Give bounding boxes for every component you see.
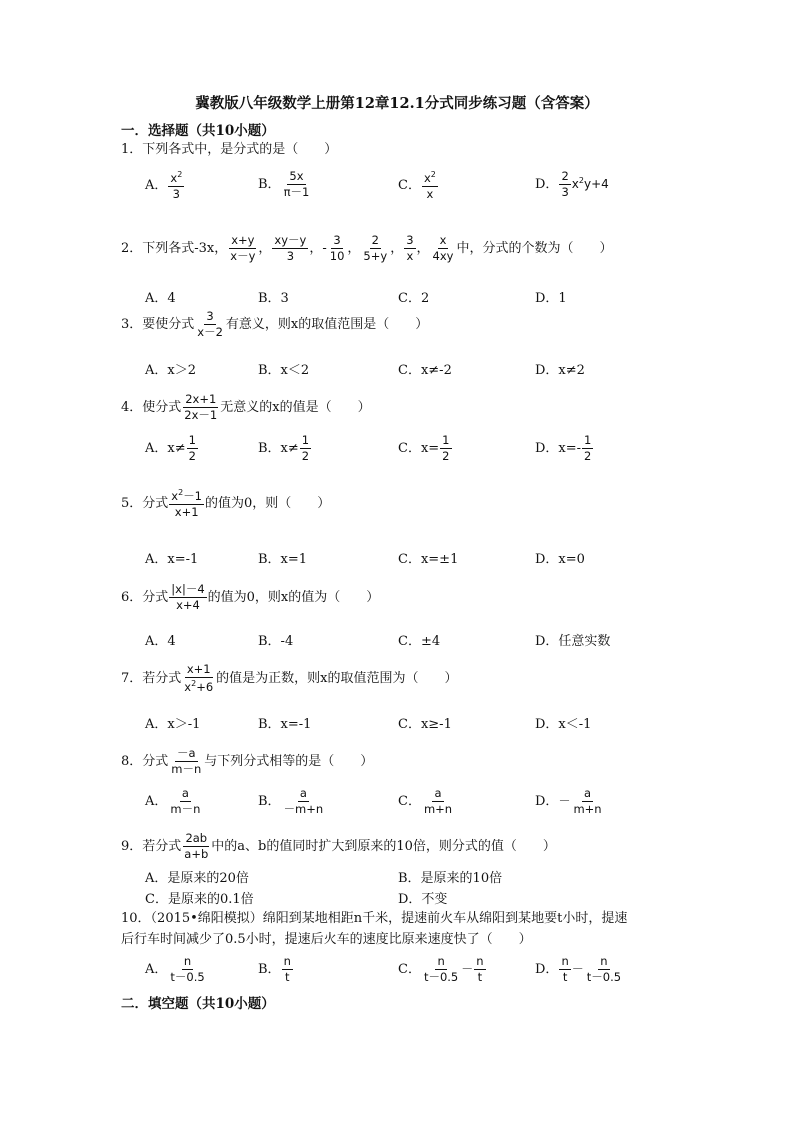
question-10-stem-line1: 10．（2015•绵阳模拟）绵阳到某地相距n千米，提速前火车从绵阳到某地要t小时，提速 (121, 911, 628, 926)
question-5-option-c: C．x=±1 (398, 552, 459, 567)
question-1-option-a: A． $\frac{x^2}{3}$ (145, 170, 183, 202)
question-10-stem-line2: 后行车时间减少了0.5小时，提速后火车的速度比原来速度快了（ ） (121, 932, 532, 947)
question-5-option-b: B．x=1 (258, 552, 308, 567)
question-4-option-a: A．x≠ $\frac{1}{2}$ (145, 433, 196, 464)
question-9-option-c: C．是原来的0.1倍 (145, 892, 254, 907)
question-10-option-d: D． $\frac{n}{t}$ － $\frac{n}{t-0.5}$ (535, 954, 622, 985)
question-3-option-c: C．x≠-2 (398, 363, 452, 378)
question-9-stem: 9．若分式 $\frac{2ab}{a+b}$ 中的a、b的值同时扩大到原来的10倍，则分式的值（ ） (121, 831, 556, 862)
question-3-option-a: A．x＞2 (145, 363, 196, 378)
question-5-option-d: D．x=0 (535, 552, 585, 567)
question-6-option-a: A．4 (145, 634, 176, 649)
question-4-stem: 4．使分式 $\frac{2x+1}{2x-1}$ 无意义的x的值是（ ） (121, 392, 371, 423)
question-2-option-d: D．1 (535, 291, 567, 306)
question-5-option-a: A．x=-1 (145, 552, 199, 567)
question-9-option-b: B．是原来的10倍 (398, 871, 503, 886)
question-2-option-c: C．2 (398, 291, 430, 306)
question-8-option-d: D．－ $\frac{a}{m+n}$ (535, 786, 602, 817)
question-2-option-a: A．4 (145, 291, 176, 306)
question-10-option-a: A． $\frac{n}{t-0.5}$ (145, 954, 205, 985)
question-1-stem: 1．下列各式中，是分式的是（ ） (121, 142, 338, 157)
question-6-option-d: D．任意实数 (535, 634, 611, 649)
question-9-option-a: A．是原来的20倍 (145, 871, 249, 886)
question-7-option-a: A．x＞-1 (145, 717, 201, 732)
question-4-option-d: D．x=- $\frac{1}{2}$ (535, 433, 592, 464)
question-3-stem: 3．要使分式 $\frac{3}{x-2}$ 有意义，则x的取值范围是（ ） (121, 309, 429, 340)
section-heading-choice: 一．选择题（共10小题） (121, 123, 275, 139)
page-title: 冀教版八年级数学上册第12章12.1分式同步练习题（含答案） (195, 95, 599, 112)
question-8-stem: 8．分式 $\frac{-a}{m-n}$ 与下列分式相等的是（ ） (121, 746, 374, 777)
question-5-stem: 5．分式 $\frac{x^2-1}{x+1}$ 的值为0，则（ ） (121, 488, 331, 520)
question-9-option-d: D．不变 (398, 892, 448, 907)
question-7-option-c: C．x≥-1 (398, 717, 452, 732)
question-1-option-d: D． $\frac{2}{3}$ $x^2y+4$ (535, 169, 609, 200)
question-8-option-b: B． $\frac{a}{-m+n}$ (258, 786, 324, 817)
question-7-option-b: B．x=-1 (258, 717, 312, 732)
question-3-option-b: B．x＜2 (258, 363, 310, 378)
question-6-option-c: C．±4 (398, 634, 441, 649)
question-8-option-c: C． $\frac{a}{m+n}$ (398, 786, 453, 817)
question-1-option-c: C． $\frac{x^2}{x}$ (398, 170, 436, 202)
question-2-stem: 2．下列各式-3x， $\frac{x+y}{x-y}$ ， $\frac{xy-y}{3}$ ，- $\frac{3}{10}$ ， $\frac{2}{5+y}$ ， $\frac{3}{x}$ ， $\frac{x}{4xy}$ 中，分式的个数为（ ） (121, 233, 613, 264)
question-4-option-c: C．x= $\frac{1}{2}$ (398, 433, 450, 464)
question-10-option-c: C． $\frac{n}{t-0.5}$ － $\frac{n}{t}$ (398, 954, 484, 985)
question-8-option-a: A． $\frac{a}{m-n}$ (145, 786, 201, 817)
question-3-option-d: D．x≠2 (535, 363, 585, 378)
section-heading-fill-blank: 二．填空题（共10小题） (121, 996, 275, 1012)
question-2-option-b: B．3 (258, 291, 289, 306)
question-7-option-d: D．x＜-1 (535, 717, 592, 732)
question-7-stem: 7．若分式 $\frac{x+1}{x^2+6}$ 的值是为正数，则x的取值范围为（ ） (121, 662, 458, 695)
question-4-option-b: B．x≠ $\frac{1}{2}$ (258, 433, 310, 464)
question-10-option-b: B． $\frac{n}{t}$ (258, 954, 291, 985)
question-6-option-b: B．-4 (258, 634, 294, 649)
question-6-stem: 6．分式 $\frac{|x|-4}{x+4}$ 的值为0，则x的值为（ ） (121, 582, 380, 613)
question-1-option-b: B． $\frac{5x}{\pi-1}$ (258, 169, 310, 200)
